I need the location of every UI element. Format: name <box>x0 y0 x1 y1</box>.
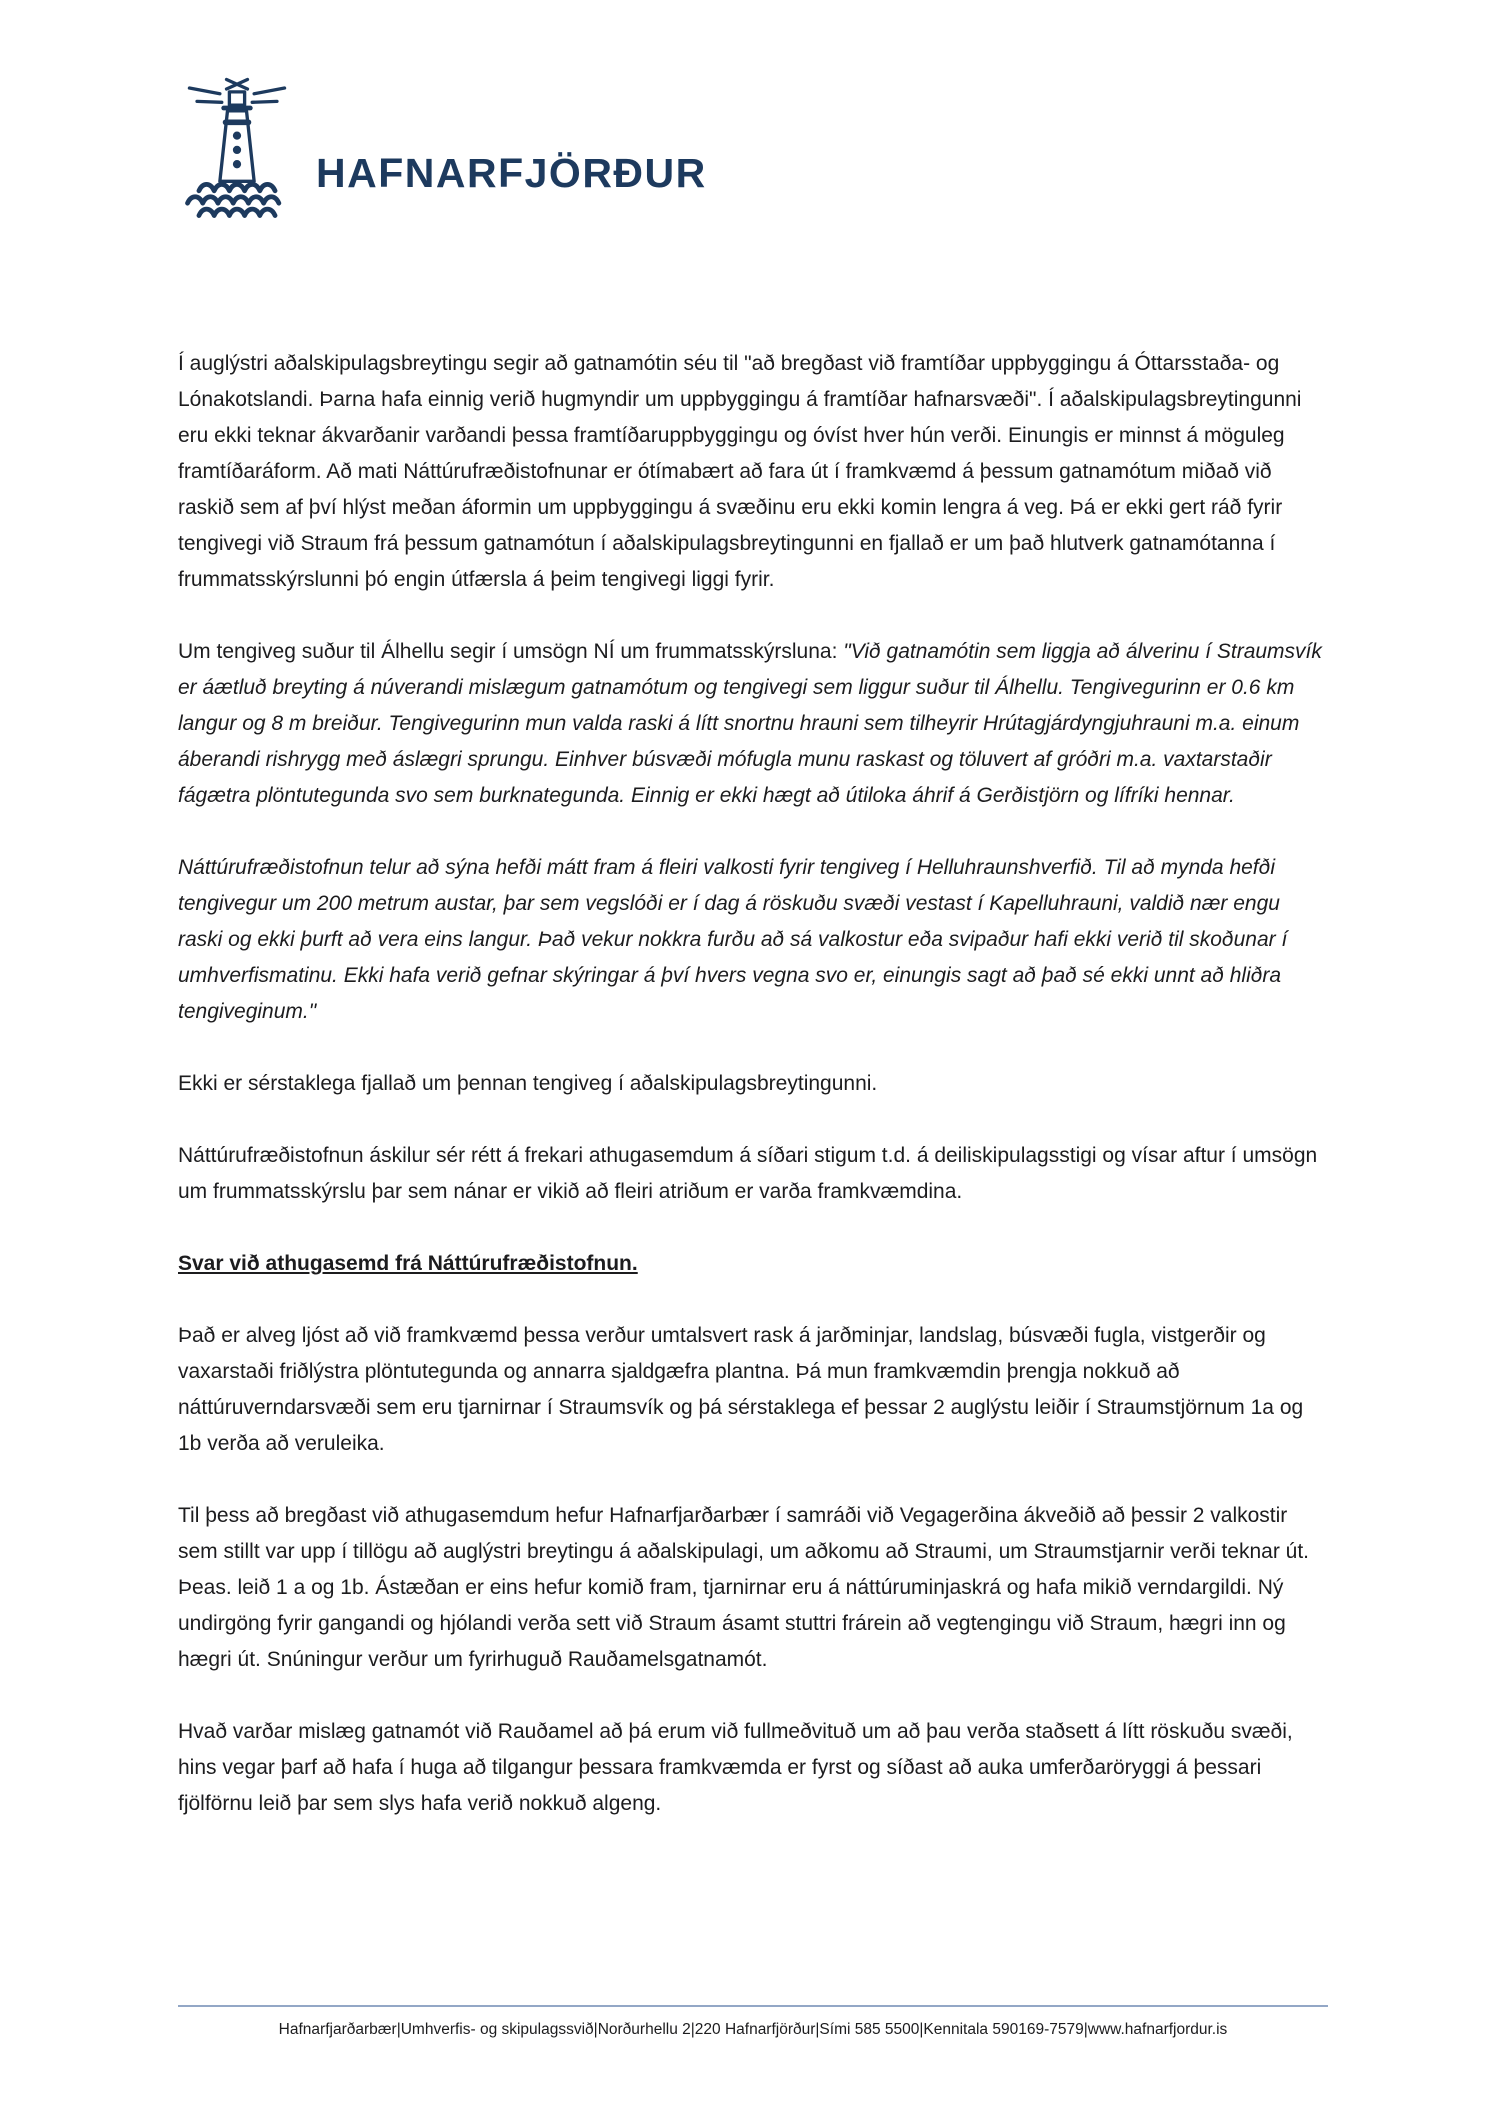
paragraph-tengiveg-quote: "Við gatnamótin sem liggja að álverinu í Straumsvík er áætluð breyting á núverandi mislægum gatnamótum og tengivegi sem liggur suður til Álhellu. Tengivegurinn er 0.6 km langur og 8 m breiður. Tengivegurinn mun valda raski á lítt snortnu hrauni sem tilheyrir Hrútagjárdyngjuhrauni m.a. einum áberandi rishrygg með áslægri sprungu. Einhver búsvæði mófugla munu raskast og töluvert af gróðri m.a. vaxtarstaðir fágætra plöntutegunda svo sem burknategunda. Einnig er ekki hægt að útiloka áhrif á Gerðistjörn og lífríki hennar. <box>178 640 1322 807</box>
page-footer <box>178 2005 1328 2040</box>
letter-body <box>178 346 1326 1858</box>
paragraph-intro: Í auglýstri aðalskipulagsbreytingu segir að gatnamótin séu til "að bregðast við framtíðar uppbyggingu á Óttarsstaða- og Lónakotslandi. Þarna hafa einnig verið hugmyndir um uppbyggingu á framtíðar hafnarsvæði". Í aðalskipulagsbreytingunni eru ekki teknar ákvarðanir varðandi þessa framtíðaruppbyggingu og óvíst hver hún verði. Einungis er minnst á möguleg framtíðaráform. Að mati Náttúrufræðistofnunar er ótímabært að fara út í framkvæmd á þessum gatnamótum miðað við raskið sem af því hlýst meðan áformin um uppbyggingu á svæðinu eru ekki komin lengra á veg. Þá er ekki gert ráð fyrir tengivegi við Straum frá þessum gatnamótun í aðalskipulagsbreytingunni en fjallað er um það hlutverk gatnamótanna í frummatsskýrslunni þó engin útfærsla á þeim tengivegi liggi fyrir. <box>178 352 1302 591</box>
paragraph-raudamel: Hvað varðar mislæg gatnamót við Rauðamel að þá erum við fullmeðvituð um að þau verða staðsett á lítt röskuðu svæði, hins vegar þarf að hafa í huga að tilgangur þessara framkvæmda er fyrst og síðast að auka umferðaröryggi á þessari fjölförnu leið þar sem slys hafa verið nokkuð algeng. <box>178 1720 1293 1815</box>
brand-name: HAFNARFJÖRÐUR <box>316 150 707 196</box>
paragraph-bregdast: Til þess að bregðast við athugasemdum hefur Hafnarfjarðarbær í samráði við Vegagerðina ákveðið að þessir 2 valkostir sem stillt var upp í tillögu að auglýstri breytingu á aðalskipulagi, um aðkomu að Straumi, um Straumstjarnir verði teknar út. Þeas. leið 1 a og 1b. Ástæðan er eins hefur komið fram, tjarnirnar eru á náttúruminjaskrá og hafa mikið verndargildi. Ný undirgöng fyrir gangandi og hjólandi verða sett við Straum ásamt stuttri frárein að vegtengingu við Straum, hægri inn og hægri út. Snúningur verður um fyrirhuguð Rauðamelsgatnamót. <box>178 1504 1310 1671</box>
paragraph-tengiveg <box>178 634 1326 814</box>
paragraph-quote-valkostir: Náttúrufræðistofnun telur að sýna hefði mátt fram á fleiri valkosti fyrir tengiveg í Helluhraunshverfið. Til að mynda hefði tengivegur um 200 metrum austar, þar sem vegslóði er í dag á röskuðu svæði vestast í Kapelluhrauni, valdið nær engu raski og ekki þurft að vera eins langur. Það vekur nokkra furðu að sá valkostur eða svipaður hafi ekki verið til skoðunar í umhverfismatinu. Ekki hafa verið gefnar skýringar á því hvers vegna svo er, einungis sagt að það sé ekki unnt að hliðra tengiveginum." <box>178 856 1288 1023</box>
section-heading-svar: Svar við athugasemd frá Náttúrufræðistofnun. <box>178 1252 638 1275</box>
footer-contact-line: Hafnarfjarðarbær|Umhverfis- og skipulagssvið|Norðurhellu 2|220 Hafnarfjörður|Sími 585 5500|Kennitala 590169-7579|www.hafnarfjordur.is <box>278 2021 1228 2038</box>
paragraph-tengiveg-lead: Um tengiveg suður til Álhellu segir í umsögn NÍ um frummatsskýrsluna: <box>178 640 844 663</box>
lighthouse-icon <box>178 72 296 224</box>
paragraph-askilur-rett: Náttúrufræðistofnun áskilur sér rétt á frekari athugasemdum á síðari stigum t.d. á deiliskipulagsstigi og vísar aftur í umsögn um frummatsskýrslu þar sem nánar er vikið að fleiri atriðum er varða framkvæmdina. <box>178 1144 1318 1203</box>
footer-divider <box>178 2005 1328 2007</box>
letterhead <box>178 72 707 224</box>
paragraph-rask: Það er alveg ljóst að við framkvæmd þessa verður umtalsvert rask á jarðminjar, landslag, búsvæði fugla, vistgerðir og vaxarstaði friðlýstra plöntutegunda og annarra sjaldgæfra plantna. Þá mun framkvæmdin þrengja nokkuð að náttúruverndarsvæði sem eru tjarnirnar í Straumsvík og þá sérstaklega ef þessar 2 auglýstu leiðir í Straumstjörnum 1a og 1b verða að veruleika. <box>178 1324 1304 1455</box>
paragraph-ekki-fjallad: Ekki er sérstaklega fjallað um þennan tengiveg í aðalskipulagsbreytingunni. <box>178 1072 878 1095</box>
